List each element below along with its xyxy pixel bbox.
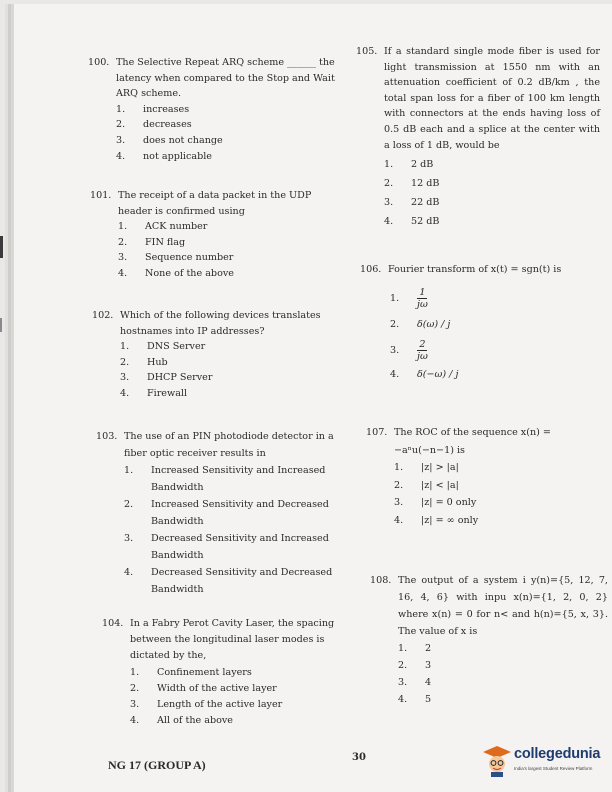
option: 3. DHCP Server: [120, 372, 213, 384]
option: 1. $\frac{1}{j\omega}$: [390, 287, 428, 311]
question-stem: 102. Which of the following devices translates hostnames into IP addresses?: [92, 310, 321, 337]
question-105: [356, 44, 600, 231]
question-101: [90, 188, 340, 282]
collegedunia-logo: collegedunia India's largest Student Review Platform: [482, 738, 612, 792]
option: 3. |z| = 0 only: [394, 497, 477, 508]
option: 2. decreases: [116, 119, 192, 131]
binder-mark: [0, 236, 3, 258]
option: 2. 3: [398, 660, 432, 671]
question-stem: 104. In a Fabry Perot Cavity Laser, the spacing between the longitudinal laser modes is dictated by the,: [102, 618, 335, 662]
binder-mark: [0, 318, 2, 332]
question-stem: 107. The ROC of the sequence x(n) = −aⁿu(−n−1) is: [366, 427, 551, 456]
option: 4. Firewall: [120, 387, 188, 399]
option: 1. 2 dB: [384, 159, 434, 171]
option: 1. DNS Server: [120, 341, 206, 353]
question-106: [360, 262, 600, 384]
question-stem: 100. The Selective Repeat ARQ scheme ______ the latency when compared to the Stop and Wait ARQ scheme.: [88, 57, 335, 100]
question-103: [96, 428, 344, 598]
graduate-icon: [482, 744, 512, 778]
option: 2. Hub: [120, 356, 168, 368]
option: 1. increases: [116, 103, 190, 115]
option: 2. 12 dB: [384, 178, 440, 190]
option: 4. Decreased Sensitivity and Decreased Bandwidth: [124, 567, 333, 595]
option: 1. Confinement layers: [130, 666, 252, 678]
option: 4. All of the above: [130, 715, 233, 727]
option: 1. 2: [398, 643, 432, 654]
question-108: [370, 572, 608, 708]
option: 2. |z| < |a|: [394, 479, 459, 491]
option: 4. not applicable: [116, 150, 212, 162]
question-stem: 106. Fourier transform of x(t) = sgn(t) is: [360, 264, 562, 275]
option: 3. $\frac{2}{j\omega}$: [390, 339, 428, 363]
question-stem: 108. The output of a system i y(n)={5, 12, 7, 16, 4, 6} with inpu x(n)={1, 2, 0, 2} where x(n) = 0 for n< and h(n)={5, x, 3}. The value of x is: [370, 575, 608, 637]
option: 3. does not change: [116, 134, 223, 146]
option: 2. Width of the active layer: [130, 682, 277, 694]
option: 4. 52 dB: [384, 216, 440, 228]
question-102: [92, 308, 342, 402]
option: 4. None of the above: [118, 267, 234, 279]
option: 3. 22 dB: [384, 197, 440, 209]
paper-code: NG 17 (GROUP A): [108, 758, 206, 772]
question-107: [366, 424, 606, 529]
question-stem: 103. The use of an PIN photodiode detector in a fiber optic receiver results in: [96, 431, 334, 459]
option: 3. 4: [398, 677, 432, 688]
option: 4. δ(−ω) / j: [390, 368, 459, 380]
option: 1. |z| > |a|: [394, 462, 459, 473]
option: 2. δ(ω) / j: [390, 318, 451, 330]
page-number: 30: [352, 752, 366, 763]
question-stem: 101. The receipt of a data packet in the UDP header is confirmed using: [90, 190, 312, 217]
option: 1. ACK number: [118, 221, 208, 233]
option: 1. Increased Sensitivity and Increased Bandwidth: [124, 465, 326, 493]
fraction: $\frac{2}{j\omega}$: [417, 339, 428, 363]
option: 2. Increased Sensitivity and Decreased Bandwidth: [124, 499, 329, 527]
option: 3. Decreased Sensitivity and Increased Bandwidth: [124, 533, 329, 561]
option: 3. Sequence number: [118, 252, 234, 264]
fraction: $\frac{1}{j\omega}$: [417, 287, 428, 311]
question-stem: 105. If a standard single mode fiber is used for light transmission at 1550 nm with an attenuation coefficient of 0.2 dB/km , the total span loss for a fiber of 100 km length with connectors at the ends having loss of 0.5 dB each and a splice at the center with a loss of 1 dB, would be: [356, 46, 600, 151]
option: 4. 5: [398, 694, 432, 705]
option: 3. Length of the active layer: [130, 699, 283, 711]
question-100: [88, 55, 336, 164]
option: 2. FIN flag: [118, 236, 186, 248]
question-104: [102, 616, 348, 729]
option: 4. |z| = ∞ only: [394, 514, 479, 526]
